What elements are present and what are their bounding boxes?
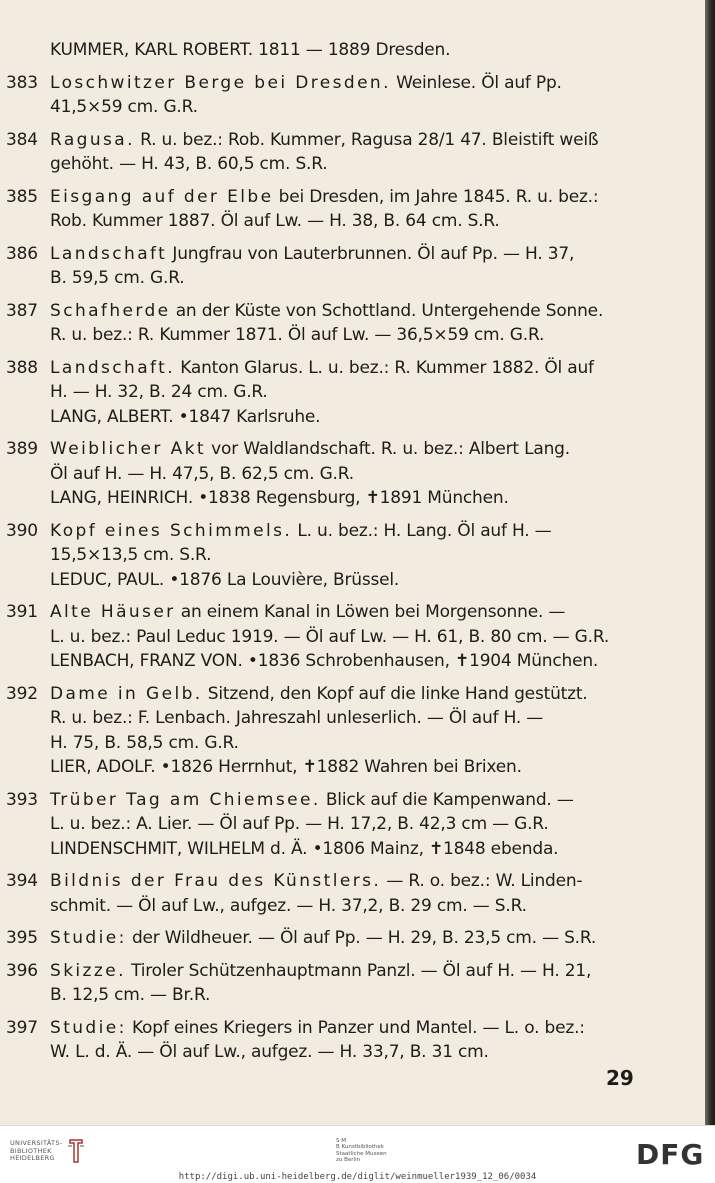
entry-description: L. u. bez.: A. Lier. — Öl auf Pp. — H. 17,2, B. 42,3 cm — G.R. [50,814,549,834]
entry-description: bei Dresden, im Jahre 1845. R. u. bez.: [273,186,599,207]
entry-line [0,788,705,813]
heidelberg-library-logo[interactable]: UNIVERSITÄTS- BIBLIOTHEK HEIDELBERG [10,1139,63,1162]
entry-text [50,519,551,544]
viewer-footer [0,1125,715,1183]
catalog-entry [0,437,705,486]
entry-title: Trüber Tag am Chiemsee. [50,789,321,810]
entry-number: 392 [6,683,38,704]
entry-text [50,299,603,324]
catalog-entry [0,869,705,918]
artist-heading: LANG, ALBERT. •1847 Karlsruhe. [50,406,321,427]
entry-description: Kopf eines Kriegers in Panzer und Mantel. — L. o. bez.: [126,1017,585,1038]
smb-kunstbibliothek-logo[interactable]: S M B Kunstbibliothek Staatliche Museen zu Berlin [336,1138,387,1163]
entry-line [0,1016,705,1041]
entry-title: Bildnis der Frau des Künstlers. [50,871,382,891]
entry-description: H. — H. 32, B. 24 cm. G.R. [50,382,268,402]
entry-text [50,959,591,984]
entry-title: Studie: [50,1017,127,1038]
artist-group [0,486,705,568]
entry-text [50,71,562,96]
dfg-logo[interactable]: DFG [636,1138,705,1171]
entry-line [0,380,705,405]
artist-group [0,405,705,487]
entry-line [0,209,705,234]
entry-description: an einem Kanal in Löwen bei Morgensonne. — [175,602,566,622]
entry-title: Landschaft [50,243,168,264]
entry-number: 394 [6,871,38,891]
entry-line [0,462,705,487]
catalog-entry [0,519,705,568]
catalog-entry [0,128,705,177]
entry-line [0,356,705,381]
entry-text [50,242,574,267]
entry-line [0,682,705,707]
entry-text [50,682,588,707]
entry-description: schmit. — Öl auf Lw., aufgez. — H. 37,2, B. 29 cm. — S.R. [50,895,527,916]
entry-number: 396 [6,960,38,981]
entry-description: 15,5×13,5 cm. S.R. [50,545,212,565]
entry-line [0,299,705,324]
entry-title: Dame in Gelb. [50,683,203,704]
entry-line [0,894,705,919]
entry-number: 397 [6,1017,38,1038]
entry-text [50,600,565,625]
entry-line [0,519,705,544]
entry-description: gehöht. — H. 43, B. 60,5 cm. S.R. [50,154,328,174]
entry-line [0,1040,705,1065]
artist-group [0,568,705,650]
entry-description: B. 59,5 cm. G.R. [50,268,185,288]
entry-description: Blick auf die Kampenwand. — [320,789,574,810]
entry-line [0,812,705,837]
entry-text [50,185,598,210]
entry-line [0,731,705,756]
entry-line [0,71,705,96]
entry-description: — R. o. bez.: W. Linden- [381,871,583,891]
entry-number: 391 [6,602,38,622]
entry-line [0,242,705,267]
entry-number: 387 [6,300,38,321]
entry-number: 385 [6,186,38,207]
entry-title: Loschwitzer Berge bei Dresden. [50,72,391,93]
entry-number: 384 [6,129,38,150]
catalog-entry [0,600,705,649]
catalog-entry [0,959,705,1008]
artist-group [0,649,705,755]
catalog-entry [0,242,705,291]
entry-description: H. 75, B. 58,5 cm. G.R. [50,732,239,753]
entry-line [0,266,705,291]
artist-heading: LINDENSCHMIT, WILHELM d. Ä. •1806 Mainz, ✝1848 ebenda. [50,838,559,859]
catalog-entry [0,788,705,837]
entry-number: 390 [6,520,38,541]
entry-description: R. u. bez.: R. Kummer 1871. Öl auf Lw. — 36,5×59 cm. G.R. [50,325,545,345]
artist-group [0,837,705,1065]
entry-title: Ragusa. [50,129,135,150]
page-number: 29 [606,1066,634,1090]
artist-heading: LENBACH, FRANZ VON. •1836 Schrobenhausen, ✝1904 München. [50,651,599,671]
entry-line [0,625,705,650]
entry-title: Kopf eines Schimmels. [50,520,293,541]
entry-text [50,356,594,381]
entry-text [50,437,570,462]
entry-title: Schafherde [50,300,171,321]
entry-line [0,926,705,951]
entry-number: 386 [6,243,38,264]
catalog-entry [0,356,705,405]
entry-description: L. u. bez.: Paul Leduc 1919. — Öl auf Lw. — H. 61, B. 80 cm. — G.R. [50,626,610,647]
entry-description: Kanton Glarus. L. u. bez.: R. Kummer 1882. Öl auf [175,357,594,378]
entry-line [0,323,705,348]
entry-number: 395 [6,928,38,948]
artist-group [0,755,705,837]
entry-title: Landschaft. [50,357,176,378]
entry-text [50,869,582,894]
entry-description: der Wildheuer. — Öl auf Pp. — H. 29, B. 23,5 cm. — S.R. [126,928,597,948]
artist-heading: LIER, ADOLF. •1826 Herrnhut, ✝1882 Wahren bei Brixen. [50,757,522,777]
entry-description: an der Küste von Schottland. Untergehende Sonne. [170,300,604,321]
catalog-entry [0,299,705,348]
library-seal-icon [66,1138,86,1164]
artist-heading: KUMMER, KARL ROBERT. 1811 — 1889 Dresden. [50,40,451,60]
entry-title: Studie: [50,928,127,948]
entry-line [0,152,705,177]
entry-description: W. L. d. Ä. — Öl auf Lw., aufgez. — H. 33,7, B. 31 cm. [50,1042,489,1062]
entry-title: Skizze. [50,960,126,981]
entry-line [0,959,705,984]
entry-description: Sitzend, den Kopf auf die linke Hand gestützt. [202,683,588,704]
entry-description: B. 12,5 cm. — Br.R. [50,985,211,1005]
entry-title: Eisgang auf der Elbe [50,186,274,207]
entry-number: 389 [6,439,38,459]
artist-heading: LANG, HEINRICH. •1838 Regensburg, ✝1891 München. [50,488,509,508]
entry-line [0,128,705,153]
entry-description: Rob. Kummer 1887. Öl auf Lw. — H. 38, B. 64 cm. S.R. [50,211,500,231]
permalink-url[interactable]: http://digi.ub.uni-heidelberg.de/diglit/weinmueller1939_12_06/0034 [178,1172,537,1182]
entry-description: Tiroler Schützenhauptmann Panzl. — Öl auf H. — H. 21, [125,960,592,981]
entry-text [50,788,574,813]
entry-text [50,926,596,951]
entry-description: R. u. bez.: F. Lenbach. Jahreszahl unleserlich. — Öl auf H. — [50,708,544,728]
entry-line [0,869,705,894]
entry-description: Jungfrau von Lauterbrunnen. Öl auf Pp. — H. 37, [167,243,575,264]
entry-number: 388 [6,357,38,378]
catalog-entry [0,682,705,756]
catalog-entry [0,926,705,951]
entry-title: Alte Häuser [50,602,176,622]
entry-line [0,185,705,210]
entry-description: 41,5×59 cm. G.R. [50,97,198,117]
entry-description: vor Waldlandschaft. R. u. bez.: Albert Lang. [205,439,570,459]
page-edge-shadow [705,0,715,1125]
entry-description: L. u. bez.: H. Lang. Öl auf H. — [292,520,552,541]
entry-line [0,983,705,1008]
artist-group [0,38,705,405]
entry-line [0,600,705,625]
entry-number: 383 [6,72,38,93]
catalog-entry [0,71,705,120]
entry-line [0,437,705,462]
entry-text [50,128,598,153]
artist-heading: LEDUC, PAUL. •1876 La Louvière, Brüssel. [50,569,400,590]
entry-line [0,95,705,120]
entry-line [0,706,705,731]
entry-description: R. u. bez.: Rob. Kummer, Ragusa 28/1 47. Bleistift weiß [134,129,599,150]
entry-title: Weiblicher Akt [50,439,206,459]
entry-description: Öl auf H. — H. 47,5, B. 62,5 cm. G.R. [50,463,354,484]
entry-text [50,1016,585,1041]
entry-description: Weinlese. Öl auf Pp. [390,72,562,93]
entry-line [0,543,705,568]
catalog-text [0,38,705,1065]
entry-number: 393 [6,789,38,810]
catalog-entry [0,1016,705,1065]
catalog-entry [0,185,705,234]
